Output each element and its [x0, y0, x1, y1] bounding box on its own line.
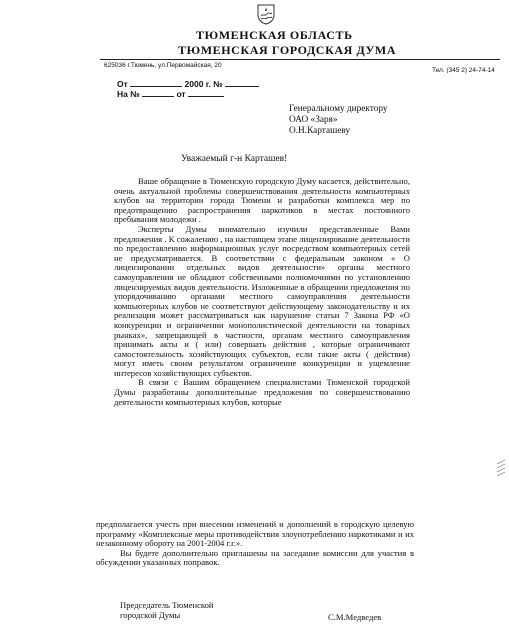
- salutation: Уважаемый г-н Карташев!: [181, 154, 288, 164]
- paragraph-1: Ваше обращение в Тюменскую городскую Думу касается, действительно, очень актуальной проблемы совершенствования деятельности компьютерных клубов на территории города Тюмени и разработки комплекса мер по предотвращению распространения наркотиков в местах постоянного пребывания молодежи .: [114, 176, 410, 225]
- addressee-position: Генеральному директору: [289, 104, 388, 114]
- paragraph-5: Вы будете дополнительно приглашены на заседание комиссии для участия в обсуждении указанных поправок.: [96, 547, 414, 568]
- incoming-date-blank: [188, 88, 224, 97]
- paragraph-3: В связи с Вашим обращением специалистами Тюменской городской Думы разработаны дополнительные предложения по совершенствованию деятельности компьютерных клубов, которые: [114, 377, 410, 407]
- addressee-block: [289, 104, 388, 137]
- header-organization: ТЮМЕНСКАЯ ГОРОДСКАЯ ДУМА: [178, 43, 397, 57]
- addressee-name: О.Н.Карташеву: [289, 126, 351, 136]
- signatory-title: [120, 600, 214, 620]
- addressee-company: ОАО «Заря»: [289, 115, 338, 125]
- page-edge-marks: [496, 458, 506, 480]
- header-region: ТЮМЕНСКАЯ ОБЛАСТЬ: [196, 28, 353, 42]
- number-blank: [225, 78, 259, 87]
- year-label: 2000 г.: [184, 79, 211, 89]
- paragraph-2: Эксперты Думы внимательно изучили представленные Вами предложения . К сожалению , на настоящем этапе лицензирование деятельности по предоставлению информационных услуг посредством компьютерных сетей не предусматривается. В соответствии с федеральным законом « О лицензировании отдельных видов деятельности» органы местного самоуправления не обладают собственными полномочиями по установлению лицензируемых видов деятельности. Изложенные в обращении предложения по упорядочиванию органами местного самоуправления деятельности компьютерных клубов не соответствуют действующему законодательству и их реализация может рассматриваться как нарушение статьи 7 Закона РФ «О конкуренции и ограничении монополистической деятельности на товарных рынках», запрещающей в частности, органам местного самоуправления принимать акты и ( или) совершать действия , которые ограничивают самостоятельность хозяйствующих субъектов, если такие акты ( действия) могут иметь своим результатом ограничение конкуренции и ущемление интересов хозяйствующих субъектов.: [114, 223, 410, 378]
- incoming-number-blank: [142, 88, 174, 97]
- coat-of-arms-icon: [255, 3, 277, 25]
- from-label: От: [117, 79, 128, 89]
- number-label: №: [213, 79, 223, 89]
- signatory-name: С.М.Медведев: [328, 612, 382, 622]
- from-label-2: от: [176, 89, 186, 99]
- signatory-title-line1: Председатель Тюменской: [120, 600, 214, 610]
- header-phone: Тел. (345 2) 24-74-14: [432, 67, 495, 74]
- letter-body-continued: [96, 520, 414, 568]
- incoming-label: На №: [117, 89, 140, 99]
- date-blank: [130, 78, 182, 87]
- incoming-ref-line: [117, 88, 224, 99]
- paragraph-4: предполагается учесть при внесении изменений и дополнений в городскую целевую программу «Комплексные меры противодействия злоупотреблению наркотиками и их незаконному обороту на 2001-2004 г.г.».: [96, 519, 414, 549]
- letter-body: [114, 177, 410, 407]
- header-address: 625036 г.Тюмень, ул.Первомайская, 20: [104, 62, 222, 69]
- signatory-title-line2: городской Думы: [120, 610, 181, 620]
- header-rule: [100, 59, 500, 60]
